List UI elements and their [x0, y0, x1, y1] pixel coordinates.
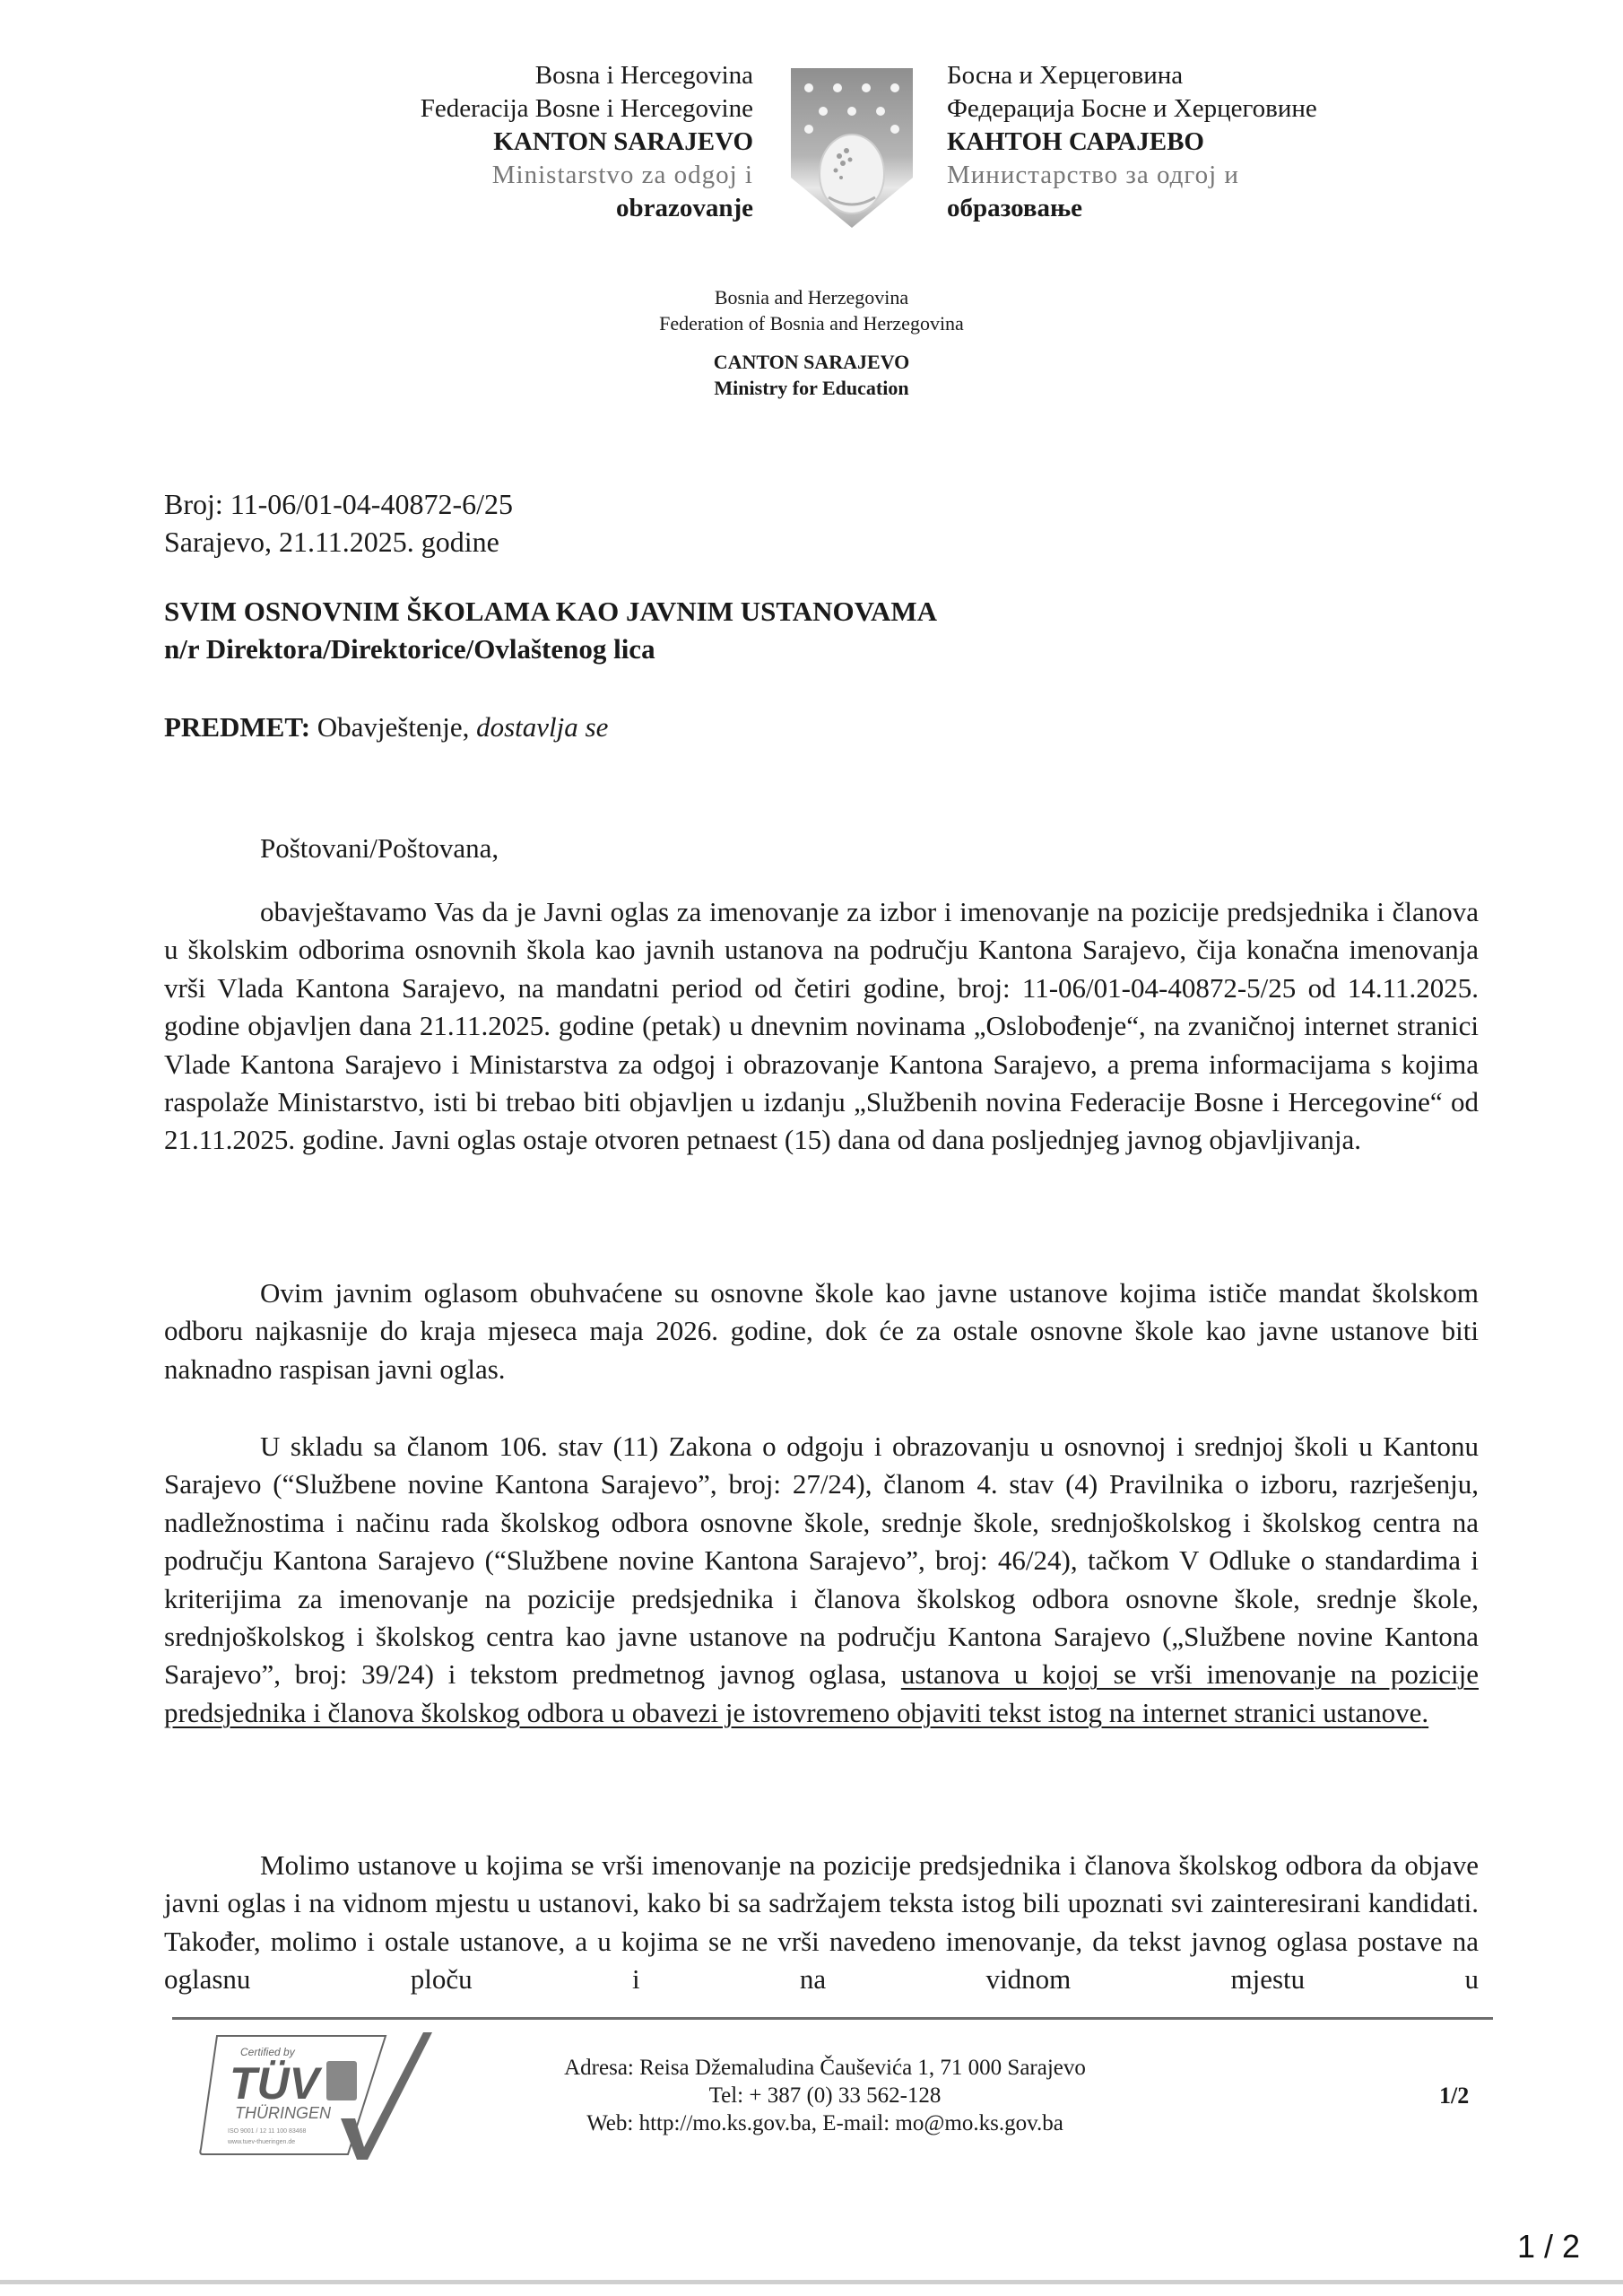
subject-label: PREDMET: [164, 711, 311, 743]
federation-name-latin: Federacija Bosne i Hercegovine [420, 94, 753, 123]
reference-block [164, 485, 513, 561]
ministry-name-cyrillic-2: образовање [947, 194, 1083, 222]
reference-number: Broj: 11-06/01-04-40872-6/25 [164, 488, 513, 520]
paragraph-3-end: . [1421, 1696, 1429, 1728]
tuv-brand: TÜV [230, 2058, 319, 2109]
paragraph-4 [164, 1847, 1479, 1999]
viewer-page-separator [0, 2280, 1623, 2284]
ministry-name-latin-1: Ministarstvo za odgoj i [491, 161, 753, 189]
subject-italic: dostavlja se [476, 711, 609, 743]
footer-contact [502, 2054, 1148, 2137]
reference-date: Sarajevo, 21.11.2025. godine [164, 526, 499, 558]
recipient-line-1: SVIM OSNOVNIM ŠKOLAMA KAO JAVNIM USTANOVAMA [164, 596, 938, 627]
paragraph-3-underlined: ustanova u kojoj se vrši imenovanje na pozicije predsjednika i članova školskog odbora u obavezi je istovremeno objaviti tekst istog na internet stranici ustanove [164, 1658, 1479, 1728]
letterhead-english [0, 284, 1623, 401]
paragraph-3 [164, 1428, 1479, 1732]
subject-line [164, 709, 608, 746]
canton-name-cyrillic: КАНТОН САРАЈЕВО [947, 127, 1204, 156]
recipient-line-2: n/r Direktora/Direktorice/Ovlaštenog lica [164, 633, 655, 665]
thuringia-shield-icon [326, 2061, 357, 2100]
tuv-certified-by: Certified by [240, 2046, 295, 2058]
paragraph-2-text: Ovim javnim oglasom obuhvaćene su osnovne škole kao javne ustanove kojima ističe mandat školskom odboru najkasnije do kraja mjeseca maja 2026. godine, dok će za ostale osnovne škole kao javne ustanove biti naknadno raspisan javni oglas. [164, 1277, 1479, 1385]
footer-page-number: 1/2 [1439, 2083, 1470, 2109]
tuv-certification-logo [197, 2029, 466, 2163]
footer-phone: Tel: + 387 (0) 33 562-128 [708, 2083, 942, 2108]
recipient-block [164, 593, 937, 668]
greeting: Poštovani/Poštovana, [260, 832, 499, 864]
country-name-cyrillic: Босна и Херцеговина [947, 61, 1184, 90]
paragraph-1-text: obavještavamo Vas da je Javni oglas za imenovanje za izbor i imenovanje na pozicije predsjednika i članova u školskim odborima osnovnih škola kao javnih ustanova na području Kantona Sarajevo, čija konačna imenovanja vrši Vlada Kantona Sarajevo, na mandatni period od četiri godine, broj: 11-06/01-04-40872-5/25 od 14.11.2025. godine objavljen dana 21.11.2025. godine (petak) u dnevnim novinama „Oslobođenje“, na zvaničnoj internet stranici Vlade Kantona Sarajevo i Ministarstva za odgoj i obrazovanje Kantona Sarajevo, a prema informacijama s kojima raspolaže Ministarstvo, isti bi trebao biti objavljen u izdanju „Službenih novina Federacije Bosne i Hercegovine“ od 21.11.2025. godine. Javni oglas ostaje otvoren petnaest (15) dana od dana posljednjeg javnog objavljivanja. [164, 896, 1479, 1156]
footer-web-email: Web: http://mo.ks.gov.ba, E-mail: mo@mo.ks.gov.ba [586, 2111, 1063, 2135]
ministry-name-english: Ministry for Education [714, 377, 909, 399]
paragraph-3-text: U skladu sa članom 106. stav (11) Zakona o odgoju i obrazovanju u osnovnoj i srednjoj školi u Kantonu Sarajevo (“Službene novine Kantona Sarajevo”, broj: 27/24), članom 4. stav (4) Pravilnika o izboru, razrješenju, nadležnostima i načinu rada školskog odbora osnovne škole, srednje škole, srednjoškolskog i školskog centra na području Kantona Sarajevo (“Službene novine Kantona Sarajevo”, broj: 46/24), tačkom V Odluke o standardima i kriterijima za imenovanje na pozicije predsjednika i članova školskog odbora osnovne škole, srednje škole, srednjoškolskog i školskog centra kao javne ustanove na području Kantona Sarajevo („Službene novine Kantona Sarajevo”, broj: 39/24) i tekstom predmetnog javnog oglasa, [164, 1431, 1479, 1691]
paragraph-2 [164, 1274, 1479, 1388]
subject-text: Obavještenje, [317, 711, 470, 743]
ministry-name-latin-2: obrazovanje [615, 194, 753, 222]
tuv-website: www.tuev-thueringen.de [228, 2139, 296, 2145]
paragraph-1 [164, 893, 1479, 1160]
tuv-region: THÜRINGEN [235, 2104, 331, 2122]
tuv-cert-number: ISO 9001 / 12 11 100 83468 [228, 2128, 307, 2135]
footer-divider [172, 2017, 1493, 2020]
country-name-english: Bosnia and Herzegovina [714, 286, 909, 309]
footer-address: Adresa: Reisa Džemaludina Čauševića 1, 71 000 Sarajevo [564, 2056, 1086, 2080]
federation-name-english: Federation of Bosnia and Herzegovina [659, 312, 964, 335]
paragraph-4-text: Molimo ustanove u kojima se vrši imenovanje na pozicije predsjednika i članova školskog odbora da objave javni oglas i na vidnom mjestu u ustanovi, kako bi sa sadržajem teksta istog bili upoznati svi zainteresirani kandidati. Također, molimo i ostale ustanove, a u kojima se ne vrši navedeno imenovanje, da tekst javnog oglasa postave na oglasnu ploču i na vidnom mjestu u [164, 1849, 1479, 1996]
country-name-latin: Bosna i Hercegovina [534, 61, 753, 90]
letterhead-cyrillic [947, 59, 1317, 225]
canton-name-english: CANTON SARAJEVO [713, 351, 910, 373]
coat-of-arms-icon [787, 63, 916, 231]
letterhead-latin [421, 59, 753, 225]
viewer-page-indicator: 1 / 2 [1516, 2228, 1580, 2265]
ministry-name-cyrillic-1: Министарство за одгој и [947, 161, 1239, 189]
federation-name-cyrillic: Федерација Босне и Херцеговине [947, 94, 1317, 123]
canton-name-latin: KANTON SARAJEVO [493, 127, 753, 156]
